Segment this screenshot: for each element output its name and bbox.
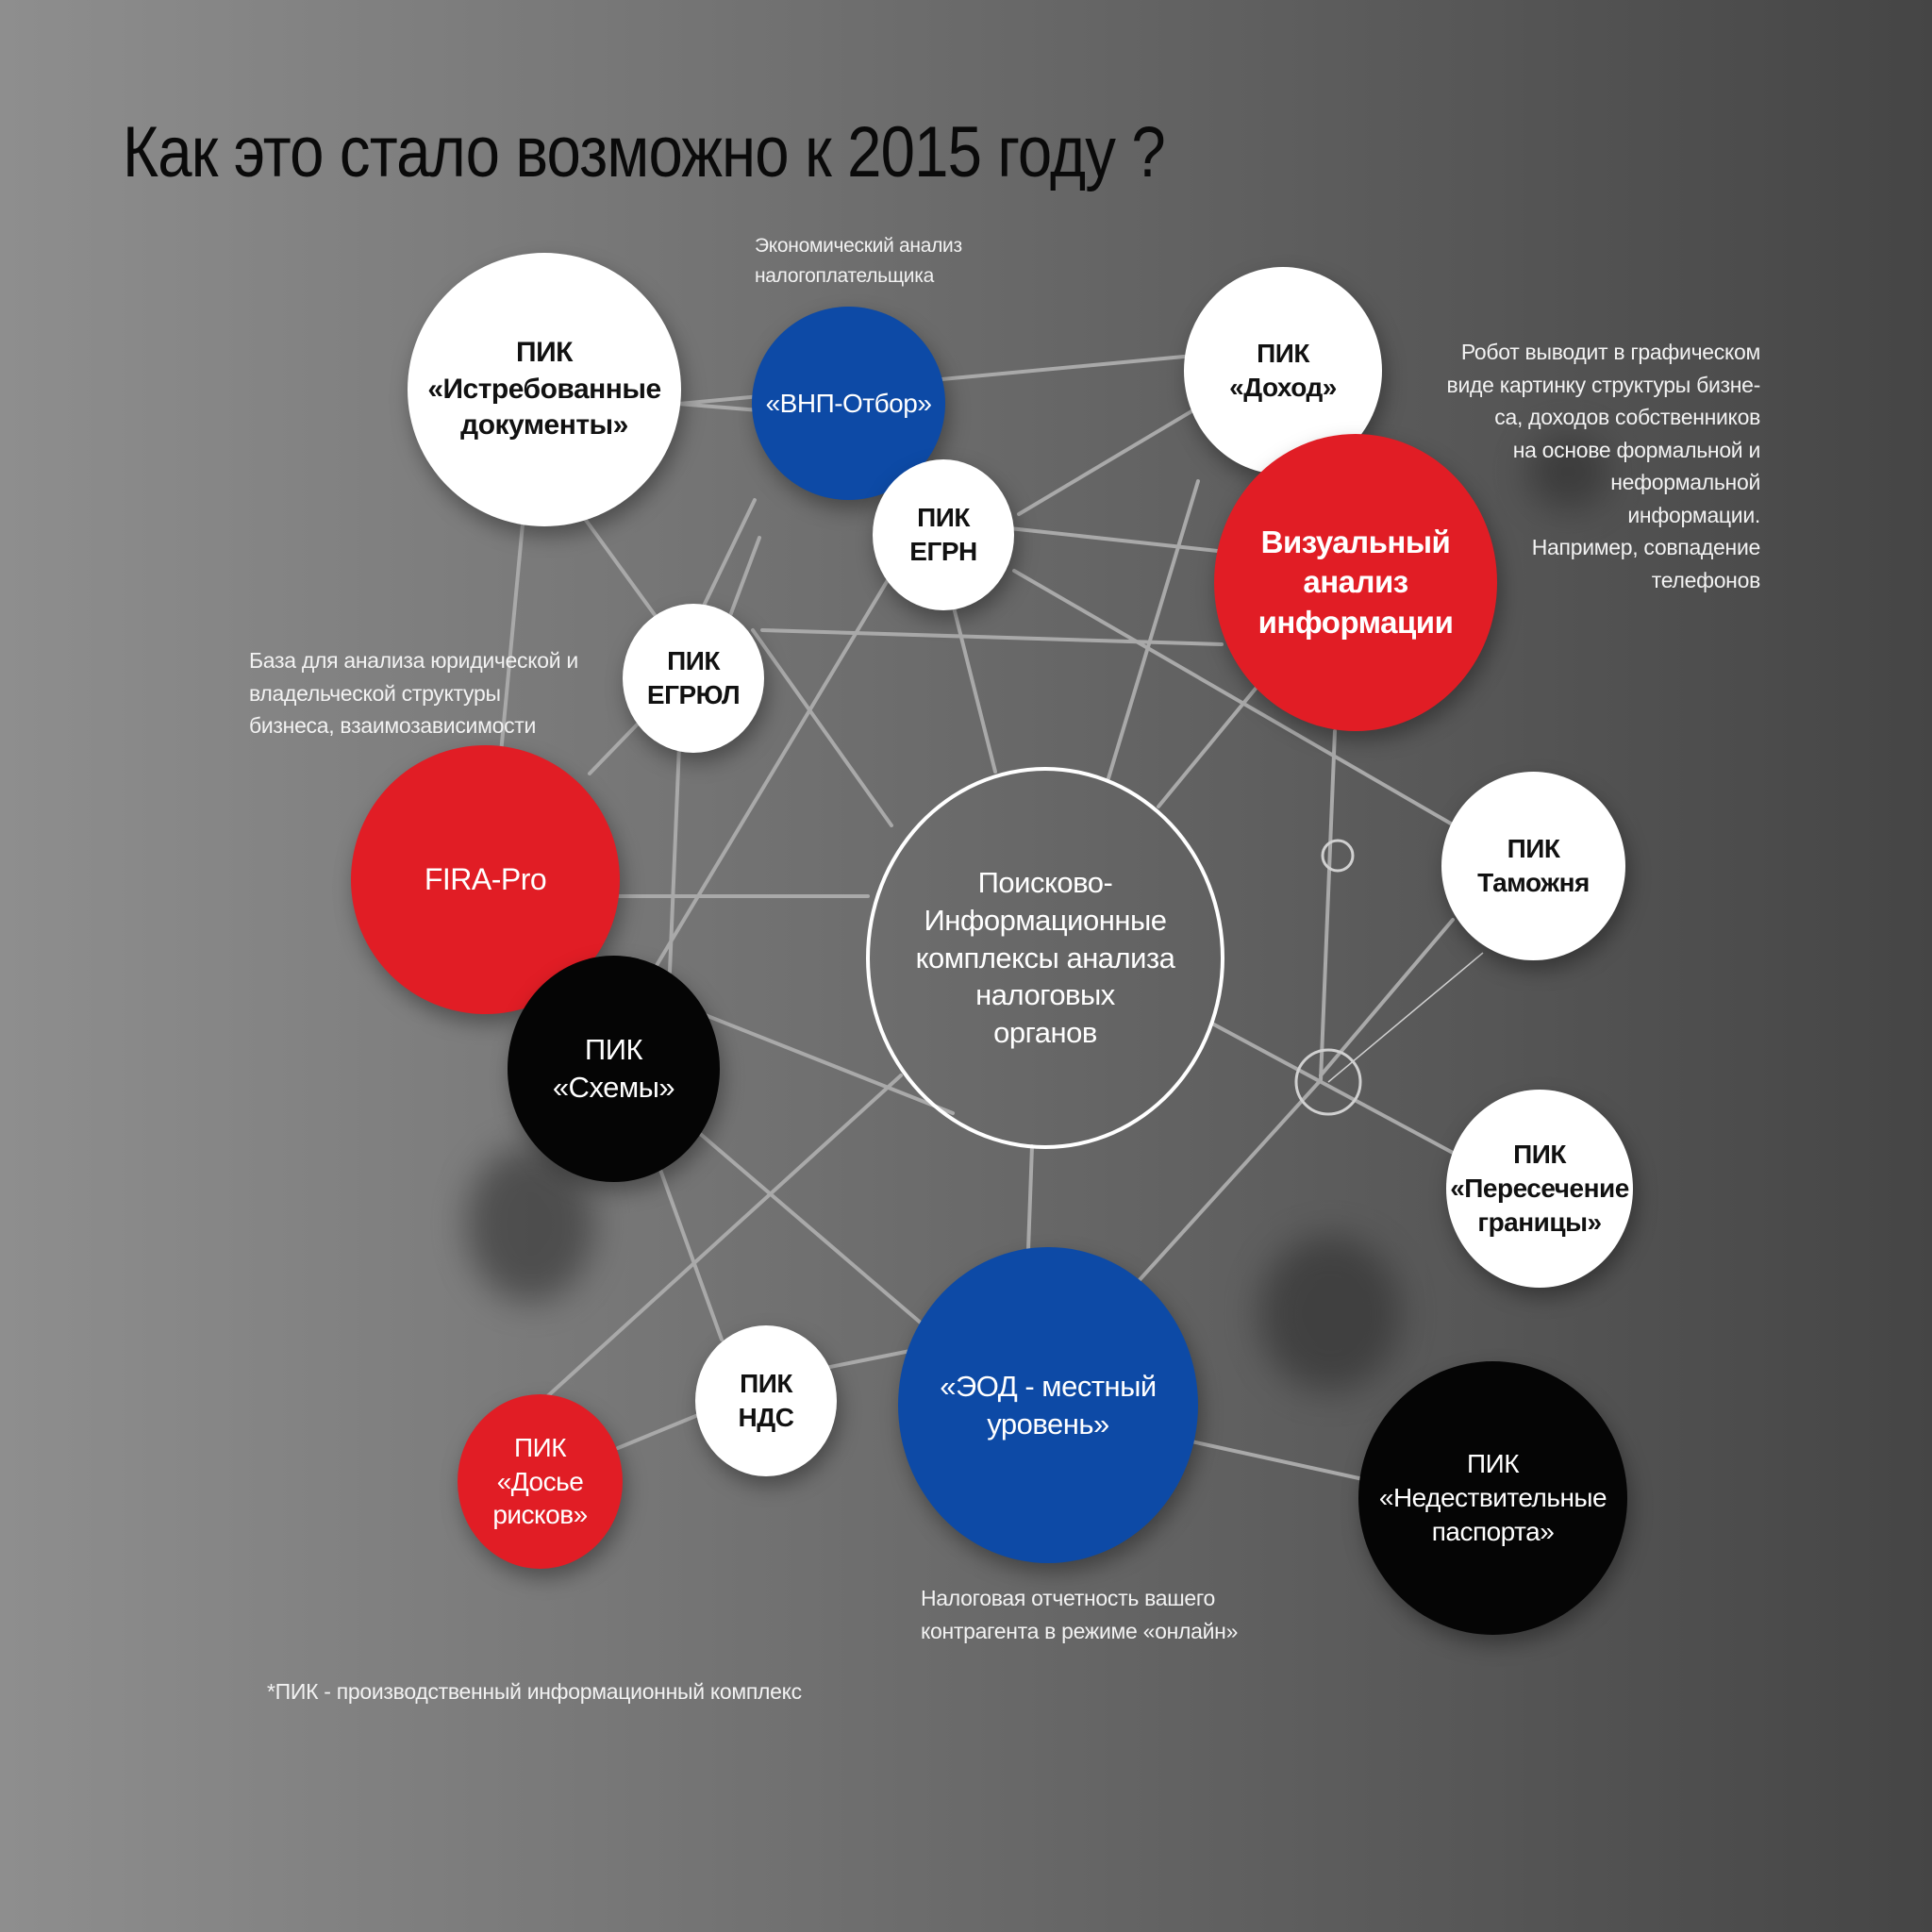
node-dosye-riskov[interactable] bbox=[458, 1394, 623, 1569]
edge-line bbox=[753, 630, 891, 825]
edge-line bbox=[698, 1132, 929, 1330]
visual-analysis-note: Робот выводит в графическом виде картинку структуры бизне- са, доходов собственников на основе формальной и неформальной информации. Например, совпадение телефонов bbox=[1446, 340, 1760, 592]
node-peresechenie-granicy[interactable] bbox=[1446, 1090, 1633, 1288]
edge-line bbox=[953, 604, 995, 772]
edge-line bbox=[825, 1351, 910, 1368]
node-label: ПИК «Истребованные документы» bbox=[427, 337, 661, 441]
page-title: Как это стало возможно к 2015 году ? bbox=[123, 112, 1165, 192]
shadow-blob bbox=[1259, 1236, 1401, 1391]
edge-line bbox=[660, 1170, 722, 1340]
node-shemy[interactable] bbox=[508, 956, 720, 1182]
node-label: ПИК «Пересечение границы» bbox=[1450, 1140, 1629, 1237]
edge-line bbox=[1108, 481, 1198, 778]
node-tamozhnya[interactable] bbox=[1441, 772, 1625, 960]
node-label: Поисково- Информационные комплексы анализа налоговых органов bbox=[915, 866, 1175, 1049]
node-label: FIRA-Pro bbox=[424, 862, 547, 897]
egrul-note: База для анализа юридической и владельческой структуры бизнеса, взаимозависимости bbox=[249, 648, 578, 738]
edge-line bbox=[1212, 1024, 1467, 1160]
edge-line bbox=[585, 519, 660, 623]
edge-line bbox=[1019, 396, 1217, 514]
node-visual-analysis[interactable] bbox=[1214, 434, 1497, 731]
node-label: «ВНП-Отбор» bbox=[765, 388, 932, 418]
node-nedeistvitelnye-pasporta[interactable] bbox=[1358, 1361, 1627, 1635]
edge-line bbox=[1158, 684, 1259, 807]
eod-note: Налоговая отчетность вашего контрагента в режиме «онлайн» bbox=[921, 1586, 1239, 1643]
node-center-search-complexes[interactable] bbox=[866, 767, 1224, 1149]
node-label: ПИК ЕГРН bbox=[909, 503, 977, 566]
node-label: ПИК «Недествительные паспорта» bbox=[1378, 1449, 1607, 1546]
footnote: *ПИК - производственный информационный комплекс bbox=[267, 1679, 802, 1704]
edge-line bbox=[1009, 528, 1226, 552]
vnp-note: Экономический анализ налогоплательщика bbox=[755, 235, 962, 287]
node-label: «ЭОД - местный уровень» bbox=[940, 1369, 1157, 1441]
node-label: ПИК НДС bbox=[738, 1369, 794, 1432]
node-label: ПИК Таможня bbox=[1477, 834, 1590, 897]
node-label: ПИК «Схемы» bbox=[552, 1033, 675, 1104]
node-eod-local[interactable] bbox=[898, 1247, 1198, 1563]
edge-line bbox=[618, 1415, 698, 1448]
node-nds[interactable] bbox=[695, 1325, 837, 1476]
edge-line bbox=[1328, 953, 1483, 1082]
node-egrul[interactable] bbox=[623, 604, 764, 753]
edge-line bbox=[1321, 731, 1335, 1080]
node-egrn[interactable] bbox=[873, 459, 1014, 610]
node-label: ПИК ЕГРЮЛ bbox=[646, 646, 741, 709]
node-istrebovannye-dokumenty[interactable] bbox=[408, 253, 681, 526]
node-label: ПИК «Доход» bbox=[1229, 339, 1337, 402]
edge-line bbox=[1191, 1441, 1363, 1479]
edge-line bbox=[1028, 1146, 1032, 1250]
node-label: ПИК «Досье рисков» bbox=[492, 1432, 588, 1530]
junction-ring bbox=[1323, 841, 1353, 871]
node-label: Визуальный анализ информации bbox=[1257, 525, 1454, 640]
